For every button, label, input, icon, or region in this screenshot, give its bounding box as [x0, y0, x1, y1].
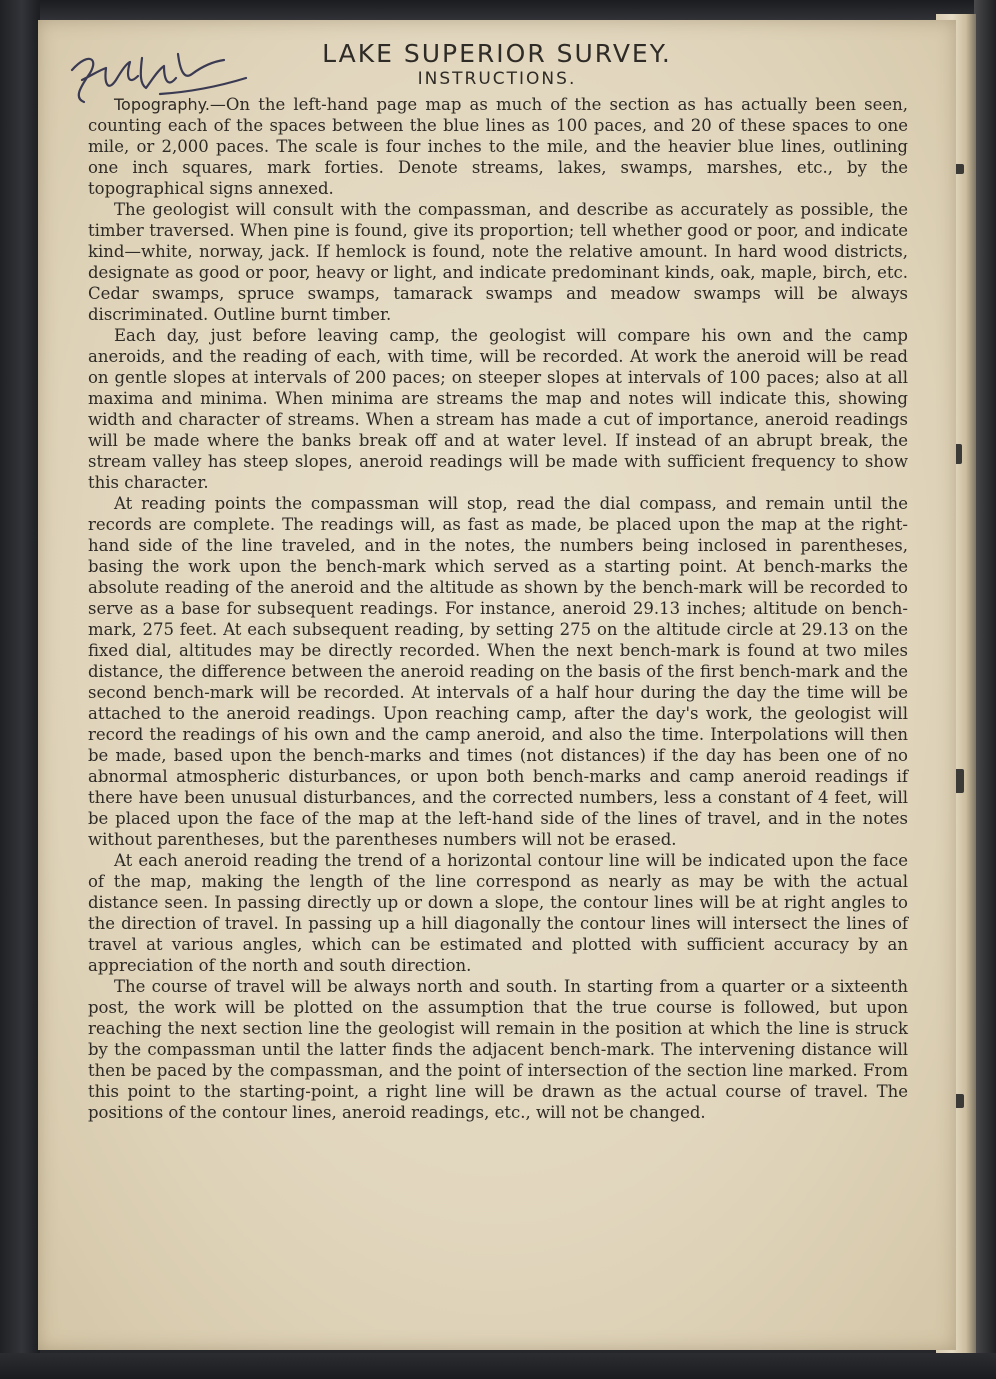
paragraph-text: At reading points the compassman will stop, read the dial compass, and remain until the records are complete. The readings will, as fast as made, be placed upon the map at the right-hand side of the line traveled, and in the notes, the numbers being inclosed in parentheses, basing the work upon the bench-mark which served as a starting point. At bench-marks the absolute reading of the aneroid and the altitude as shown by the bench-mark will be recorded to serve as a base for subsequent readings. For instance, aneroid 29.13 inches; altitude on bench- mark, 275 feet. At each subsequent reading, by setting 275 on the altitude circle at 29.13 on the fixed dial, altitudes may be directly recorded. When the next bench-mark is found at two miles distance, the difference between the aneroid reading on the basis of the first bench-mark and the second bench-mark will be recorded. At intervals of a half hour during the day the time will be attached to the aneroid readings. Upon reaching camp, after the day's work, the geologist will record the readings of his own and the camp aneroid, and also the time. Interpolations will then be made, based upon the bench-marks and times (not distances) if the day has been one of no abnormal atmospheric disturbances, or upon both bench-marks and camp aneroid readings if there have been unusual disturbances, and the corrected numbers, less a constant of 4 feet, will be placed upon the face of the map at the left-hand side of the lines of travel, and in the notes without parentheses, but the parentheses numbers will not be erased. [88, 494, 908, 849]
paragraph-text: At each aneroid reading the trend of a horizontal contour line will be indicated upon the face of the map, making the length of the line correspond as nearly as may be with the actual distance seen. In passing directly up or down a slope, the contour lines will be at right angles to the direction of travel. In passing up a hill diagonally the contour lines will intersect the lines of travel at various angles, which can be estimated and plotted with sufficient accuracy by an appreciation of the north and south direction. [88, 851, 908, 975]
instructions-body [88, 94, 908, 1123]
document-title: LAKE SUPERIOR SURVEY. [322, 39, 672, 68]
paragraph-text: On the left-hand page map as much of the section as has actually been seen, counting each of the spaces between the blue lines as 100 paces, and 20 of these spaces to one mile, or 2,000 paces. The scale is four inches to the mile, and the heavier blue lines, outlining one inch squares, mark forties. Denote streams, lakes, swamps, marshes, etc., by the topographical signs annexed. [88, 95, 908, 198]
document-header [38, 40, 956, 90]
book-spine-edge [974, 0, 996, 1379]
paragraph-timber [88, 199, 908, 325]
paragraph-run-in-heading: Topography.— [114, 95, 226, 114]
book-cover-top-edge [0, 0, 996, 20]
paragraph-contour-lines [88, 850, 908, 976]
paragraph-aneroid-daily [88, 325, 908, 493]
paragraph-reading-points [88, 493, 908, 850]
book-cover-left-edge [0, 0, 40, 1379]
paragraph-text: Each day, just before leaving camp, the geologist will compare his own and the camp aneroids, and the reading of each, with time, will be recorded. At work the aneroid will be read on gentle slopes at intervals of 200 paces; on steeper slopes at intervals of 100 paces; also at all maxima and minima. When minima are streams the map and notes will indicate this, showing width and character of streams. When a stream has made a cut of importance, aneroid readings will be made where the banks break off and at water level. If instead of an abrupt break, the stream valley has steep slopes, aneroid readings will be made with sufficient frequency to show this character. [88, 326, 908, 492]
paragraph-text: The course of travel will be always north and south. In starting from a quarter or a sixteenth post, the work will be plotted on the assumption that the true course is followed, but upon reaching the next section line the geologist will remain in the position at which the line is struck by the compassman until the latter finds the adjacent bench-mark. The intervening distance will then be paced by the compassman, and the point of intersection of the section line marked. From this point to the starting-point, a right line will be drawn as the actual course of travel. The positions of the contour lines, aneroid readings, etc., will not be changed. [88, 977, 908, 1122]
book-cover-bottom-edge [0, 1353, 996, 1379]
document-subtitle: INSTRUCTIONS. [417, 69, 577, 89]
paragraph-text: The geologist will consult with the compassman, and describe as accurately as possible, the timber traversed. When pine is found, give its proportion; tell whether good or poor, and indicate kind—white, norway, jack. If hemlock is found, note the relative amount. In hard wood districts, designate as good or poor, heavy or light, and indicate predominant kinds, oak, maple, birch, etc. Cedar swamps, spruce swamps, tamarack swamps and meadow swamps will be always discriminated. Outline burnt timber. [88, 200, 908, 324]
paragraph-topography [88, 94, 908, 199]
paragraph-course-of-travel [88, 976, 908, 1123]
